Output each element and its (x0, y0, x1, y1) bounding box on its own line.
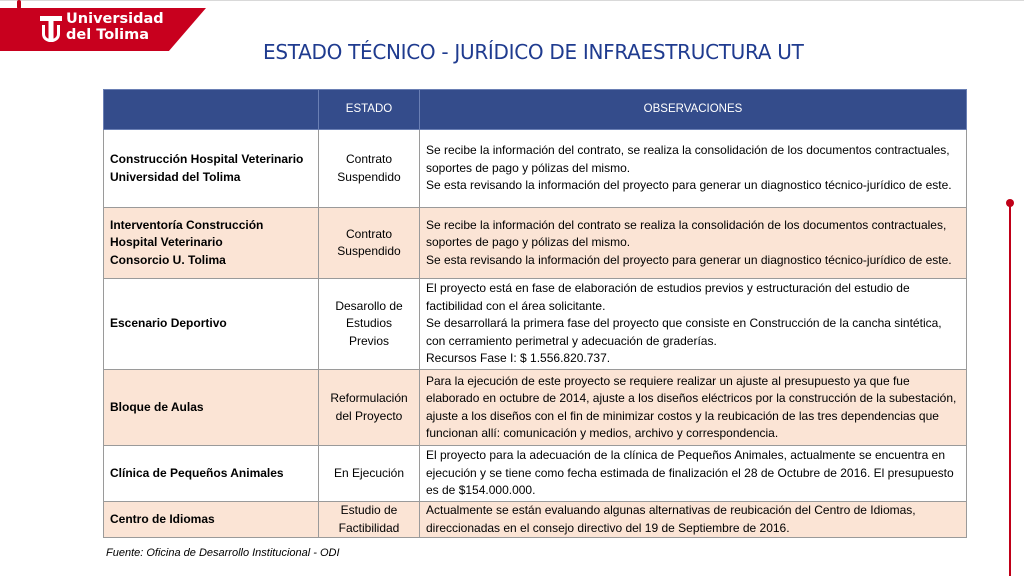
estado-cell: Desarollo de Estudios Previos (319, 279, 420, 370)
estado-cell: Contrato Suspendido (319, 208, 420, 279)
observaciones-cell: Actualmente se están evaluando algunas alternativas de reubicación del Centro de Idiomas, direccionadas en el consejo directivo del 19 de Septiembre de 2016. (420, 502, 967, 538)
table-row (104, 130, 967, 208)
source-footnote: Fuente: Oficina de Desarrollo Institucional - ODI (106, 547, 340, 559)
logo-line-1: Universidad (66, 11, 164, 27)
observaciones-cell: Se recibe la información del contrato, se realiza la consolidación de los documentos contractuales, soportes de pago y pólizas del mismo. Se esta revisando la información del proyecto para generar un diagnostico técnico-jurídico de este. (420, 130, 967, 208)
table-header-row (104, 90, 967, 130)
header-estado: ESTADO (319, 90, 420, 130)
project-cell: Clínica de Pequeños Animales (104, 446, 319, 502)
observaciones-cell: Para la ejecución de este proyecto se requiere realizar un ajuste al presupuesto ya que fue elaborado en octubre de 2014, ajuste a los diseños eléctricos por la construcción de la subestación, ajuste a los diseños con el fin de minimizar costos y la reubicación de las tres dependencias que funcionan allí: comunicación y medios, archivo y correspondencia. (420, 370, 967, 446)
project-cell: Escenario Deportivo (104, 279, 319, 370)
right-accent-bar (1009, 205, 1011, 576)
top-divider-line (0, 0, 1024, 1)
observaciones-cell: El proyecto para la adecuación de la clínica de Pequeños Animales, actualmente se encuentra en ejecución y se tiene como fecha estimada de finalización el 28 de Octubre de 2016. El presupuesto es de $154.000.000. (420, 446, 967, 502)
logo-line-2: del Tolima (66, 26, 149, 43)
project-cell: Construcción Hospital Veterinario Universidad del Tolima (104, 130, 319, 208)
observaciones-cell: El proyecto está en fase de elaboración de estudios previos y estructuración del estudio de factibilidad con el área solicitante. Se desarrollará la primera fase del proyecto que consiste en Construcción de la cancha sintética, con cerramiento perimetral y adecuación de graderías. Recursos Fase I: $ 1.556.820.737. (420, 279, 967, 370)
estado-cell: En Ejecución (319, 446, 420, 502)
project-cell: Bloque de Aulas (104, 370, 319, 446)
estado-cell: Contrato Suspendido (319, 130, 420, 208)
table-row (104, 279, 967, 370)
logo-wordmark (66, 12, 164, 43)
top-accent-mark (17, 0, 21, 9)
page-title: ESTADO TÉCNICO - JURÍDICO DE INFRAESTRUCTURA UT (263, 40, 804, 64)
header-project (104, 90, 319, 130)
observaciones-cell: Se recibe la información del contrato se realiza la consolidación de los documentos contractuales, soportes de pago y pólizas del mismo. Se esta revisando la información del proyecto para generar un diagnostico técnico-jurídico de este. (420, 208, 967, 279)
table-row (104, 502, 967, 538)
estado-cell: Estudio de Factibilidad (319, 502, 420, 538)
table-row (104, 370, 967, 446)
table-row (104, 446, 967, 502)
university-logo-icon (40, 16, 62, 42)
project-cell: Centro de Idiomas (104, 502, 319, 538)
header-observaciones: OBSERVACIONES (420, 90, 967, 130)
project-cell: Interventoría Construcción Hospital Veterinario Consorcio U. Tolima (104, 208, 319, 279)
estado-cell: Reformulación del Proyecto (319, 370, 420, 446)
status-table (103, 89, 967, 538)
table-row (104, 208, 967, 279)
